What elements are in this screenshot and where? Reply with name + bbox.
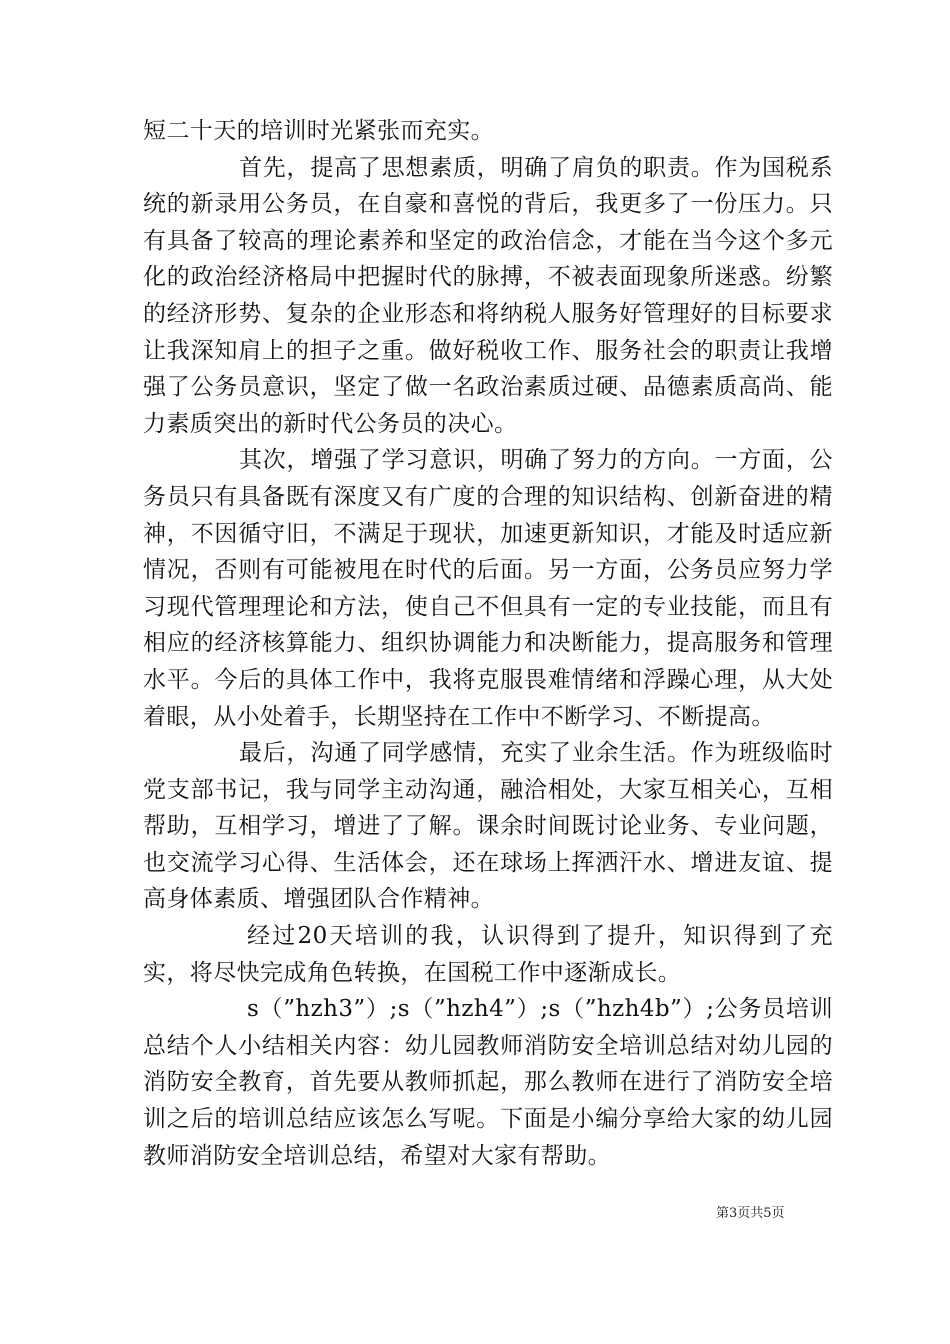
paragraph-conclusion: 经过20天培训的我，认识得到了提升，知识得到了充实，将尽快完成角色转换，在国税工作中逐渐成长。: [143, 923, 833, 986]
paragraph-third-point: 最后，沟通了同学感情，充实了业余生活。作为班级临时党支部书记，我与同学主动沟通，融洽相处，大家互相关心，互相帮助，互相学习，增进了了解。课余时间既讨论业务、专业问题，也交流学习心得、生活体会，还在球场上挥洒汗水、增进友谊、提高身体素质、增强团队合作精神。: [143, 740, 833, 913]
paragraph-second-point: 其次，增强了学习意识，明确了努力的方向。一方面，公务员只有具备既有深度又有广度的合理的知识结构、创新奋进的精神，不因循守旧，不满足于现状，加速更新知识，才能及时适应新情况，否则有可能被甩在时代的后面。另一方面，公务员应努力学习现代管理理论和方法，使自己不但具有一定的专业技能，而且有相应的经济核算能力、组织协调能力和决断能力，提高服务和管理水平。今后的具体工作中，我将克服畏难情绪和浮躁心理，从大处着眼，从小处着手，长期坚持在工作中不断学习、不断提高。: [143, 447, 833, 730]
paragraph-continuation: 短二十天的培训时光紧张而充实。: [143, 118, 494, 144]
paragraph-first-point: 首先，提高了思想素质，明确了肩负的职责。作为国税系统的新录用公务员，在自豪和喜悦的背后，我更多了一份压力。只有具备了较高的理论素养和坚定的政治信念，才能在当今这个多元化的政治经济格局中把握时代的脉搏，不被表面现象所迷惑。纷繁的经济形势、复杂的企业形态和将纳税人服务好管理好的目标要求让我深知肩上的担子之重。做好税收工作、服务社会的职责让我增强了公务员意识，坚定了做一名政治素质过硬、品德素质高尚、能力素质突出的新时代公务员的决心。: [143, 154, 833, 437]
page-number: 第3页共5页: [716, 1206, 785, 1221]
document-body: [143, 113, 833, 1174]
paragraph-related-content: s（”hzh3”）;s（”hzh4”）;s（”hzh4b”）;公务员培训总结个人小结相关内容：幼儿园教师消防安全培训总结对幼儿园的消防安全教育，首先要从教师抓起，那么教师在进行了消防安全培训之后的培训总结应该怎么写呢。下面是小编分享给大家的幼儿园教师消防安全培训总结，希望对大家有帮助。: [143, 996, 833, 1169]
